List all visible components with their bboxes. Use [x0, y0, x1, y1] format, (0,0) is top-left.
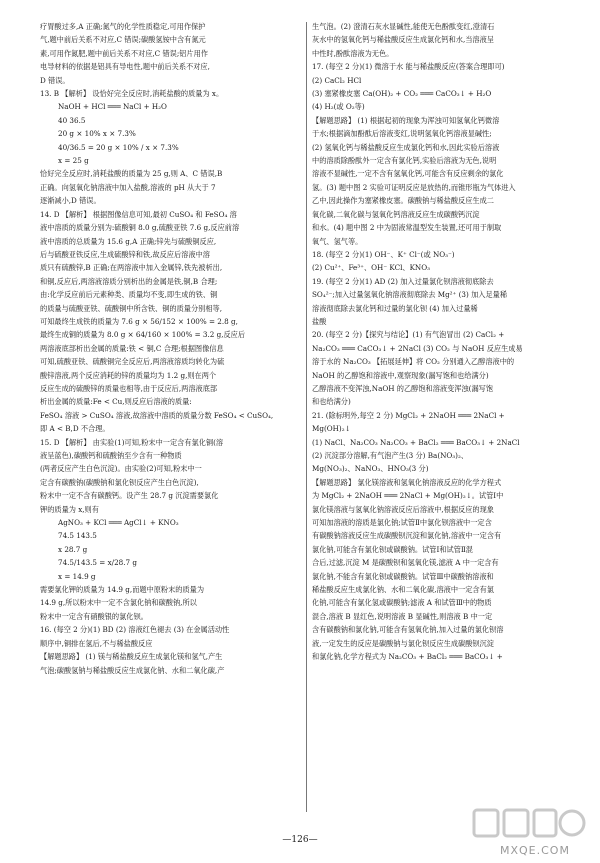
right-text-line: 盐酸 — [312, 316, 327, 326]
right-text-line: 乙中,因此操作为塞紧橡皮塞。碳酸钠与稀盐酸反应生成二 — [312, 196, 494, 206]
left-text-line: 40/36.5 = 20 g × 10% / x × 7.3% — [58, 142, 179, 152]
left-text-line: 后与硫酸亚铁反应,生成硫酸锌和铁,故反应后溶液中溶 — [40, 249, 210, 259]
right-text-line: NaOH 的乙醇饱和溶液中,观察现象(漏写饱和也给满分) — [312, 370, 489, 380]
left-text-line: 液中溶质的总质量为 15.6 g,A 正确;锌先与硫酸铜反应, — [40, 236, 217, 246]
left-text-line: 质只有硫酸锌,B 正确;在两溶液中加入金属锌,铁先被析出, — [40, 263, 223, 273]
left-text-line: 逐渐减小,D 错误。 — [40, 196, 101, 206]
left-text-line: 电导材料的依据是铝具有导电性,题中前后关系不对应, — [40, 62, 210, 72]
right-text-line: 20. (每空 2 分)【探究与结论】(1) 有气泡冒出 (2) CaCl₂ + — [312, 330, 505, 340]
left-text-line: D 错误。 — [40, 75, 70, 85]
right-text-line: 于水;根据滴加酚酞后溶液变红,说明氢氧化钙溶液显碱性; — [312, 129, 492, 139]
left-text-line: x = 25 g — [58, 156, 89, 166]
right-text-line: 灰水中的氢氧化钙与稀盐酸反应生成氯化钙和水,当溶液呈 — [312, 35, 494, 45]
page-number: —126— — [282, 835, 318, 845]
left-text-line: AgNO₃ + KCl ═══ AgCl↓ + KNO₃ — [58, 518, 179, 528]
left-text-line: 可知,硫酸亚铁、硫酸铜完全反应后,两溶液溶质均转化为硫 — [40, 357, 225, 367]
right-text-line: (2) 沉淀部分溶解,有气泡产生(3 分) Ba(NO₃)₂、 — [312, 451, 469, 460]
right-text-line: 中性时,酚酞溶液为无色。 — [312, 48, 394, 58]
right-text-line: Mg(NO₃)₂、NaNO₃、HNO₃(3 分) — [312, 464, 429, 474]
watermark-text: MXQE.COM — [500, 844, 570, 857]
left-text-line: 即 A < B,D 不合理。 — [40, 424, 110, 434]
left-text-line: 酸锌溶液,两个反应消耗的锌的质量均为 1.2 g,则在两个 — [40, 370, 217, 380]
right-text-line: 溶于水的 Na₂CO₃ 【拓展延伸】将 CO₂ 分别通入乙醇溶液中的 — [312, 357, 515, 367]
left-text-line: 疗胃酸过多,A 正确;氮气的化学性质稳定,可用作保护 — [40, 22, 206, 31]
left-text-line: 液中溶质的质量分别为:硫酸铜 8.0 g,硫酸亚铁 7.6 g,反应前溶 — [40, 223, 240, 233]
right-text-line: (2) Cu²⁺、Fe³⁺、OH⁻ KCl、KNO₃ — [312, 263, 430, 273]
left-text-line: 两溶液底部析出金属的质量:铁 < 铜,C 合理;根据图像信息 — [40, 343, 224, 353]
right-text-line: 中的溶质除酚酞外一定含有氯化钙,实验后溶液为无色,说明 — [312, 156, 497, 166]
left-text-line: 和铜,反应后,两溶液溶质分别析出的金属是铁,铜,B 合理; — [40, 276, 218, 286]
right-text-line: 液,一定发生的反应是碳酸钠与氯化钡反应生成碳酸钡沉淀 — [312, 638, 494, 648]
left-text-line: 恰好完全反应时,消耗盐酸的质量为 25 g,则 A、C 错误,B — [40, 169, 223, 179]
right-text-line: 氯化钠,不能含有氯化钡或碳酸钠。试管Ⅲ中碳酸钠溶液和 — [312, 571, 494, 581]
right-text-line: 和水。(4) 题中图 2 中为固液常温型发生装置,还可用于制取 — [312, 223, 502, 233]
left-text-line: x = 14.9 g — [58, 571, 96, 581]
right-text-line: 乙醇溶液不变浑浊,NaOH 的乙醇饱和溶液变浑浊(漏写饱 — [312, 383, 494, 393]
right-text-line: Na₂CO₃ ═══ CaCO₃↓ + 2NaCl (3) CO₂ 与 NaOH 反应生成易 — [312, 343, 523, 353]
right-text-line: 氯化钠,可能含有氯化钡或碳酸钠。试管Ⅰ和试管Ⅱ混 — [312, 544, 473, 554]
left-text-line: 气泡;碳酸氢钠与稀盐酸反应生成氯化钠、水和二氧化碳,产 — [40, 665, 225, 675]
right-text-line: 氧气、氢气等。 — [312, 236, 363, 246]
left-text-line: 16. (每空 2 分)(1) BD (2) 溶液红色褪去 (3) 在金属活动性 — [40, 625, 230, 635]
left-text-line: 的质量与硫酸亚铁、硫酸铜中所含铁、铜的质量分别相等, — [40, 303, 222, 313]
left-text-line: x 28.7 g — [58, 544, 88, 554]
right-text-line: (2) CaCl₂ HCl — [312, 75, 362, 85]
right-text-line: (1) NaCl、Na₂CO₃ Na₂CO₃ + BaCl₂ ═══ BaCO₃↓ + 2NaCl — [312, 437, 520, 447]
right-text-line: 【解题思路】 (1) 根据起初的现象为浑浊可知氢氧化钙微溶 — [312, 115, 500, 125]
right-text-line: 稀盐酸反应生成氯化钠、水和二氧化碳,溶液中一定含有氯 — [312, 585, 494, 595]
right-text-line: 18. (每空 2 分)(1) OH⁻、K⁺ Cl⁻(或 NO₃⁻) — [312, 249, 455, 259]
right-text-line: 有碳酸钠溶液反应生成碳酸钡沉淀和氯化钠,溶液中一定含有 — [312, 531, 502, 541]
right-text-line: 【解题思路】 氯化镁溶液和氢氧化钠溶液反应的化学方程式 — [312, 477, 502, 487]
right-text-line: 和氯化钠,化学方程式为 Na₂CO₃ + BaCl₂ ═══ BaCO₃↓ + — [312, 652, 503, 662]
left-text-line: NaOH + HCl ═══ NaCl + H₂O — [58, 102, 167, 112]
column-divider — [306, 22, 307, 812]
left-text-line: 74.5 143.5 — [58, 531, 97, 541]
left-text-line: 粉末中一定含有硝酸银的氯化钡。 — [40, 611, 148, 621]
left-text-line: 顺序中,铜排在氢后,不与稀盐酸反应 — [40, 638, 153, 648]
left-text-line: 定含有碳酸钠(碳酸钠和氯化钡反应产生白色沉淀), — [40, 477, 199, 487]
right-text-line: 21. (除标明外,每空 2 分) MgCl₂ + 2NaOH ═══ 2NaCl + — [312, 410, 505, 420]
right-text-line: 可知加溶液的溶质是氯化钠;试管Ⅱ中氯化钡溶液中一定含 — [312, 518, 492, 528]
right-column — [312, 20, 574, 664]
right-text-line: 化钠,可能含有氯化氢或碳酸钠;滤液 A 和试管Ⅲ中的物质 — [312, 598, 492, 608]
right-text-line: 生气泡。(2) 澄清石灰水显碱性,能使无色酚酞变红,澄清石 — [312, 22, 495, 31]
right-text-line: Mg(OH)₂↓ — [312, 424, 351, 434]
left-text-line: 液呈蓝色),碳酸钙和硫酸钠至少含有一种物质 — [40, 451, 182, 460]
left-text-line: 可知最终生成铁的质量为 7.6 g × 56/152 × 100% = 2.8 g, — [40, 316, 238, 326]
left-text-line: FeSO₄ 溶液 > CuSO₄ 溶液,故溶液中溶质的质量分数 FeSO₄ < CuSO₄, — [40, 410, 274, 420]
right-text-line: 氧化碳,二氧化碳与氢氧化钙溶液反应生成碳酸钙沉淀 — [312, 209, 480, 219]
left-column — [40, 20, 302, 677]
right-text-line: 混合,溶液 B 显红色,说明溶液 B 显碱性,则溶液 B 中一定 — [312, 611, 493, 621]
right-text-line: 氯化镁溶液与氢氧化钠溶液反应后溶液中,根据反应的现象 — [312, 504, 494, 514]
left-text-line: 40 36.5 — [58, 115, 86, 125]
left-text-line: 反应生成的硫酸锌的质量也相等,由于反应后,两溶液底部 — [40, 383, 218, 393]
right-text-line: (4) H₂(或 O₂等) — [312, 102, 365, 112]
left-text-line: 74.5/143.5 = x/28.7 g — [58, 558, 137, 568]
right-text-line: 合后,过滤,沉淀 M 是碳酸钡和氢氧化镁,滤液 A 中一定含有 — [312, 558, 499, 568]
left-text-line: 正确。向氢氧化钠溶液中加入盐酸,溶液的 pH 从大于 7 — [40, 182, 216, 192]
left-text-line: 最终生成铜的质量为 8.0 g × 64/160 × 100% = 3.2 g,反应后 — [40, 330, 246, 340]
right-text-line: 19. (每空 2 分)(1) AD (2) 加入过量氯化钡溶液彻底除去 — [312, 276, 494, 286]
left-text-line: 13. B 【解析】 设恰好完全反应时,消耗盐酸的质量为 x。 — [40, 89, 224, 99]
left-text-line: 析出金属的质量:Fe < Cu,则反应后溶液的质量: — [40, 397, 192, 407]
left-text-line: 由:化学反应前后元素种类、质量均不变,即生成的铁、铜 — [40, 290, 218, 300]
left-text-line: 钾的质量为 x,则有 — [40, 504, 99, 514]
left-text-line: 需要氯化钾的质量为 14.9 g,而题中原粉末的质量为 — [40, 585, 205, 595]
left-text-line: 20 g × 10% x × 7.3% — [58, 129, 136, 139]
left-text-line: 【解题思路】 (1) 镁与稀盐酸反应生成氯化镁和氢气,产生 — [40, 652, 223, 662]
right-text-line: 17. (每空 2 分)(1) 微溶于水 能与稀盐酸反应(答案合理即可) — [312, 62, 505, 72]
right-text-line: 氢。(3) 题中图 2 实验可证明反应是放热的,而锥形瓶为气体进入 — [312, 182, 516, 192]
left-text-line: 15. D 【解析】 由实验(1)可知,粉末中一定含有氯化铜(溶 — [40, 437, 224, 447]
right-text-line: (2) 氢氧化钙与稀盐酸反应生成氯化钙和水,因此实验后溶液 — [312, 142, 500, 152]
right-text-line: 溶液不显碱性,一定不含有氢氧化钙,可能含有反应剩余的氯化 — [312, 169, 504, 179]
right-text-line: 和也给满分) — [312, 397, 351, 407]
right-text-line: (3) 塞紧橡皮塞 Ca(OH)₂ + CO₂ ═══ CaCO₃↓ + H₂O — [312, 89, 492, 99]
left-text-line: 气,题中前后关系不对应,C 错误;碳酸氢铵中含有氮元 — [40, 35, 206, 45]
left-text-line: 素,可用作氮肥,题中前后关系不对应,C 错误;铝片用作 — [40, 48, 208, 58]
right-text-line: 为 MgCl₂ + 2NaOH ═══ 2NaCl + Mg(OH)₂↓。试管Ⅰ中 — [312, 491, 504, 501]
left-text-line: 粉末中一定不含有碳酸钙。设产生 28.7 g 沉淀需要氯化 — [40, 491, 219, 501]
right-text-line: SO₄²⁻;加入过量氢氧化钠溶液彻底除去 Mg²⁺ (3) 加入足量稀 — [312, 290, 508, 300]
left-text-line: 14.9 g,所以粉末中一定不含氯化钠和碳酸钠,所以 — [40, 598, 197, 608]
right-text-line: 含有碳酸钠和氯化钠,可能含有氢氧化钠,加入过量的氯化钡溶 — [312, 625, 504, 635]
left-text-line: (两者反应产生白色沉淀)。由实验(2)可知,粉末中一 — [40, 464, 202, 474]
right-text-line: 溶液彻底除去氯化钙和过量的氯化钡 (4) 加入过量稀 — [312, 303, 478, 313]
left-text-line: 14. D 【解析】 根据图像信息可知,最初 CuSO₄ 和 FeSO₄ 溶 — [40, 209, 237, 219]
